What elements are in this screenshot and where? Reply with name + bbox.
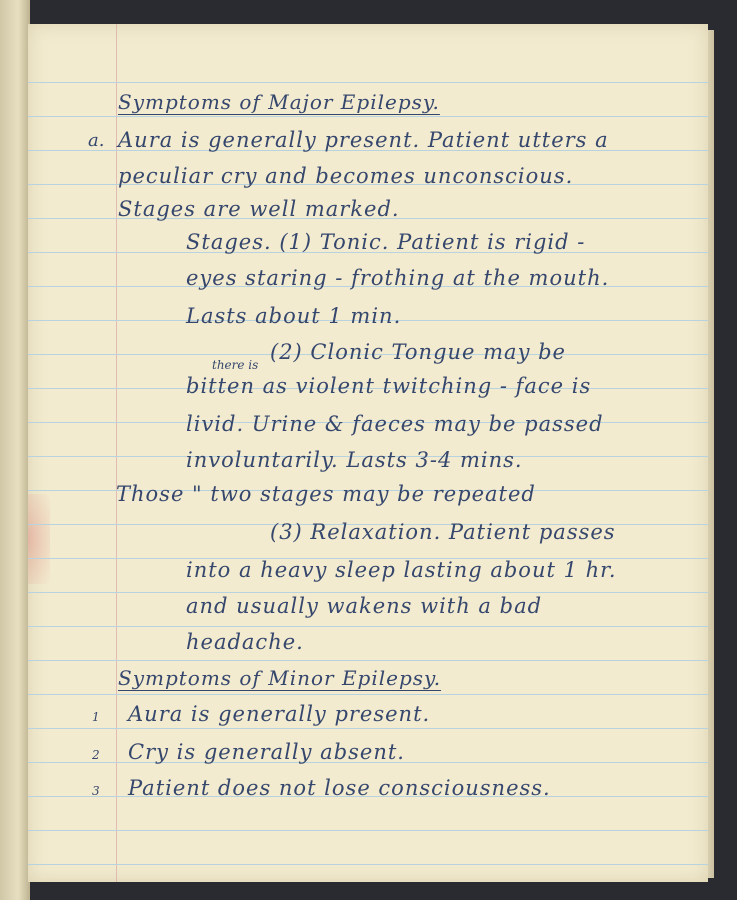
text-line: (3) Relaxation. Patient passes (270, 520, 616, 544)
text-line: bitten as violent twitching - face is (186, 374, 592, 398)
text-line: livid. Urine & faeces may be passed (186, 412, 604, 436)
ruled-line (28, 864, 708, 865)
insertion-note: there is (212, 358, 259, 372)
margin-line (116, 24, 117, 882)
text-line: Lasts about 1 min. (186, 304, 402, 328)
ink-stain (28, 494, 50, 584)
text-line: into a heavy sleep lasting about 1 hr. (186, 558, 617, 582)
text-line: Stages are well marked. (118, 197, 400, 221)
notebook-page (28, 24, 708, 882)
text-line: Stages. (1) Tonic. Patient is rigid - (186, 230, 586, 254)
ruled-line (28, 830, 708, 831)
page-title: Symptoms of Major Epilepsy. (118, 90, 440, 114)
text-line: involuntarily. Lasts 3-4 mins. (186, 448, 523, 472)
item-number: 2 (92, 748, 100, 762)
item-number: 1 (92, 710, 100, 724)
list-item: Cry is generally absent. (128, 740, 405, 764)
text-line: Those " two stages may be repeated (116, 482, 536, 506)
text-line: (2) Clonic Tongue may be (270, 340, 566, 364)
text-line: Aura is generally present. Patient utters a (118, 128, 609, 152)
text-line: eyes staring - frothing at the mouth. (186, 266, 610, 290)
list-item: Patient does not lose consciousness. (128, 776, 551, 800)
ruled-line (28, 82, 708, 83)
item-marker-a: a. (88, 130, 105, 151)
ruled-line (28, 660, 708, 661)
ruled-line (28, 116, 708, 117)
ruled-line (28, 592, 708, 593)
text-line: and usually wakens with a bad (186, 594, 543, 618)
text-line: peculiar cry and becomes unconscious. (118, 164, 574, 188)
section-subtitle: Symptoms of Minor Epilepsy. (118, 666, 442, 690)
text-line: headache. (186, 630, 304, 654)
ruled-line (28, 694, 708, 695)
facing-page-edge (0, 0, 30, 900)
ruled-line (28, 626, 708, 627)
ruled-line (28, 728, 708, 729)
list-item: Aura is generally present. (128, 702, 431, 726)
item-number: 3 (92, 784, 100, 798)
